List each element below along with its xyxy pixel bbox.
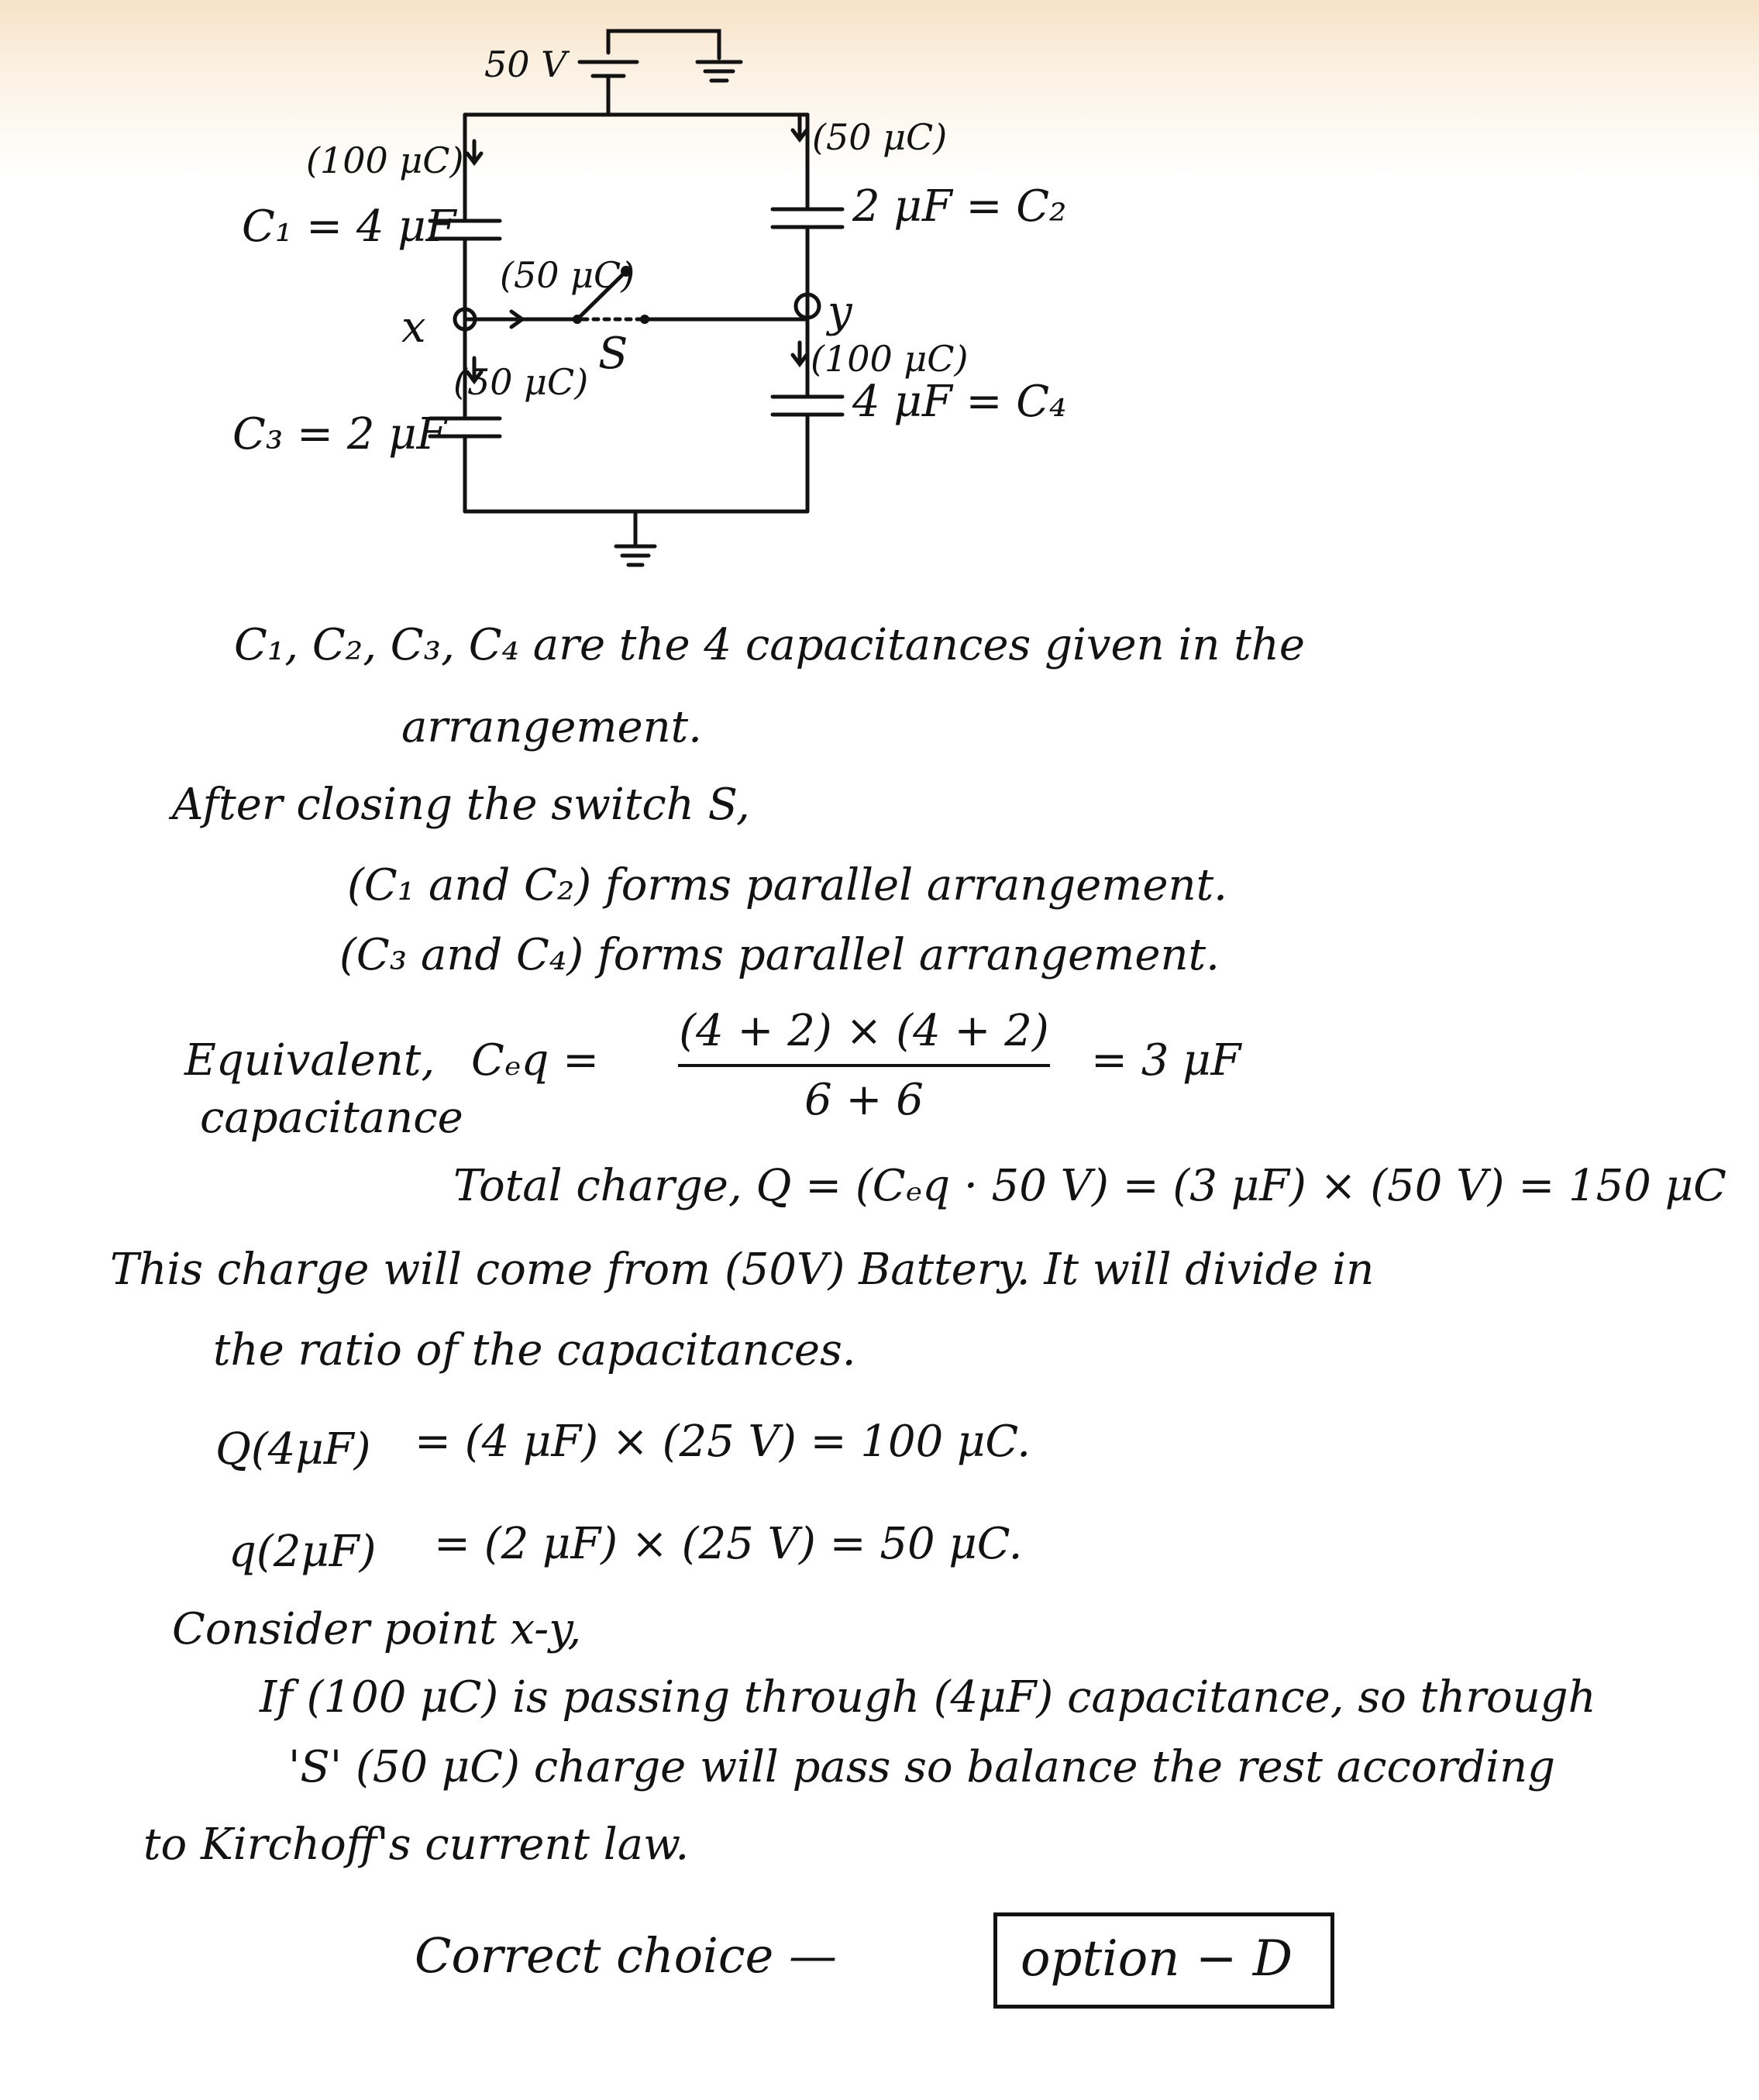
ceq-result: = 3 μF (1091, 1035, 1241, 1086)
equivalent-label: Equivalent, (184, 1035, 435, 1086)
battery-top-wire (608, 31, 719, 58)
total-charge-line: Total charge, Q = (Cₑq · 50 V) = (3 μF) × (50 V) = 150 μC (453, 1161, 1726, 1211)
capacitance-label: capacitance (200, 1093, 463, 1143)
kirchoff-line: to Kirchoff's current law. (143, 1819, 690, 1870)
c1-current-arrow (467, 141, 481, 163)
c2-charge-label: (50 μC) (812, 116, 948, 158)
switch-charge-label: (50 μC) (500, 254, 635, 296)
ceq-fraction (678, 1006, 1050, 1125)
parallel-line-2: (C₃ and C₄) forms parallel arrangement. (339, 930, 1220, 980)
answer-text: option − D (1021, 1930, 1293, 1988)
c4-charge-label: (100 μC) (811, 338, 969, 380)
parallel-line-1: (C₁ and C₂) forms parallel arrangement. (347, 860, 1227, 911)
q-2uf-label: q(2μF) (229, 1527, 377, 1577)
q-4uf-label: Q(4μF) (215, 1424, 371, 1475)
if-line: If (100 μC) is passing through (4μF) capacitance, so through (260, 1672, 1596, 1723)
c3-value-label: C₃ = 2 μF (232, 409, 447, 460)
node-y-label: y (828, 287, 852, 337)
c4-current-arrow (793, 343, 807, 364)
ceq-numerator: (4 + 2) × (4 + 2) (679, 1006, 1049, 1056)
battery-line-1: This charge will come from (50V) Battery. It will divide in (110, 1245, 1375, 1295)
c2-current-arrow (793, 115, 807, 139)
c1-charge-label: (100 μC) (306, 139, 464, 181)
battery-voltage-label: 50 V (484, 43, 567, 85)
switch-s-label: S (598, 329, 628, 379)
after-switch-line: After closing the switch S, (172, 780, 750, 830)
ceq-symbol: Cₑq = (471, 1035, 600, 1086)
c1-value-label: C₁ = 4 μF (242, 201, 456, 252)
intro-line-1: C₁, C₂, C₃, C₄ are the 4 capacitances given in the (234, 620, 1305, 670)
battery-line-2: the ratio of the capacitances. (213, 1325, 856, 1375)
c3-charge-label: (50 μC) (453, 361, 589, 403)
switch-current-arrow (496, 312, 522, 327)
answer-box (993, 1912, 1334, 2009)
switch-charge-line: 'S' (50 μC) charge will pass so balance the rest according (288, 1742, 1555, 1792)
intro-line-2: arrangement. (401, 702, 702, 752)
correct-choice-label: Correct choice — (415, 1927, 838, 1984)
node-x-label: x (401, 302, 426, 353)
ceq-denominator: 6 + 6 (804, 1075, 924, 1125)
fraction-bar (678, 1064, 1050, 1067)
consider-line: Consider point x-y, (172, 1604, 582, 1654)
q-2uf-value: = (2 μF) × (25 V) = 50 μC. (434, 1519, 1023, 1569)
q-4uf-value: = (4 μF) × (25 V) = 100 μC. (415, 1417, 1031, 1467)
c2-value-label: 2 μF = C₂ (852, 181, 1067, 232)
c4-value-label: 4 μF = C₄ (852, 377, 1067, 427)
